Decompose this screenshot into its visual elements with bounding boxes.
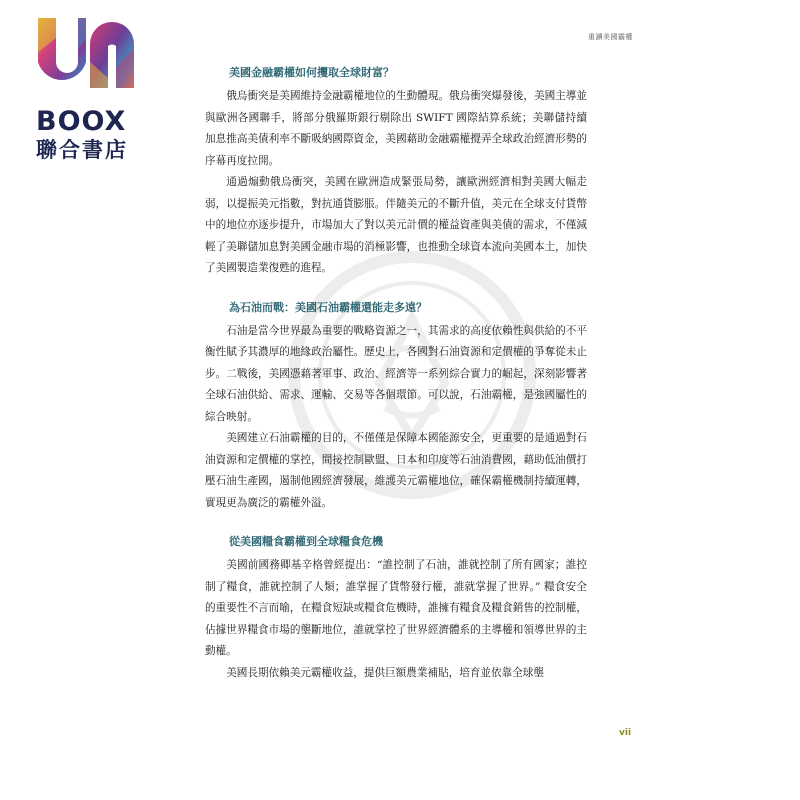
- paragraph: 石油是當今世界最為重要的戰略資源之一，其需求的高度依賴性與供給的不平衡性賦予其濃厚的地緣政治屬性。歷史上，各國對石油資源和定價權的爭奪從未止步。二戰後，美國憑藉著軍事、政治、經濟等一系列綜合實力的崛起，深刻影響著全球石油供給、需求、運輸、交易等各個環節。可以說，石油霸權，是強國屬性的綜合映射。: [205, 324, 587, 423]
- page-number: vii: [619, 728, 632, 738]
- section-heading: 為石油而戰：美國石油霸權還能走多遠？: [229, 300, 427, 314]
- paragraph: 美國長期依賴美元霸權收益，提供巨額農業補貼，培育並依靠全球壟: [226, 666, 544, 679]
- logo-wordmark: BOOX: [36, 106, 127, 137]
- section-gap: [205, 514, 587, 529]
- paragraph: 美國前國務卿基辛格曾經提出：“誰控制了石油，誰就控制了所有國家；誰控制了糧食，誰就控制了人類；誰掌握了貨幣發行權，誰就掌握了世界。” 糧食安全的重要性不言而喻，在糧食短缺或糧食危機時，誰擁有糧食及糧食銷售的控制權，佔據世界糧食市場的壟斷地位，誰就掌控了世界經濟體系的主導權和領導世界的主動權。: [205, 559, 587, 657]
- section-oil: [205, 295, 587, 515]
- page-body: [205, 60, 587, 684]
- section-finance: [205, 60, 587, 280]
- section-food: [205, 529, 587, 684]
- section-heading: 從美國糧食霸權到全球糧食危機: [229, 535, 383, 548]
- un-logo-icon: [36, 18, 134, 90]
- bookstore-logo: [36, 18, 140, 162]
- logo-chinese-name: 聯合書店: [36, 138, 128, 162]
- paragraph: 美國建立石油霸權的目的，不僅僅是保障本國能源安全，更重要的是通過對石油資源和定價權的掌控，間接控制歐盟、日本和印度等石油消費國，藉助低油價打壓石油生產國，遏制他國經濟發展，維護美元霸權地位，確保霸權機制持續運轉，實現更為廣泛的霸權外溢。: [205, 432, 587, 509]
- section-heading: 美國金融霸權如何攫取全球財富？: [229, 66, 394, 79]
- section-gap: [205, 280, 587, 295]
- running-head: 重讀美國霸權: [588, 33, 633, 41]
- paragraph: 通過煽動俄烏衝突，美國在歐洲造成緊張局勢，讓歐洲經濟相對美國大幅走弱，以提振美元指數，對抗通貨膨脹。伴隨美元的不斷升值，美元在全球支付貨幣中的地位亦逐步提升，市場加大了對以美元計價的權益資產與美債的需求，不僅減輕了美聯儲加息對美國金融市場的消極影響，也推動全球資本流向美國本土，加快了美國製造業復甦的進程。: [205, 176, 587, 274]
- paragraph: 俄烏衝突是美國維持金融霸權地位的生動體現。俄烏衝突爆發後，美國主導並與歐洲各國聯手，將部分俄羅斯銀行剔除出 SWIFT 國際結算系統；美聯儲持續加息推高美債利率不斷吸納國際資金，美國藉助金融霸權攪弄全球政治經濟形勢的序幕再度拉開。: [205, 90, 587, 167]
